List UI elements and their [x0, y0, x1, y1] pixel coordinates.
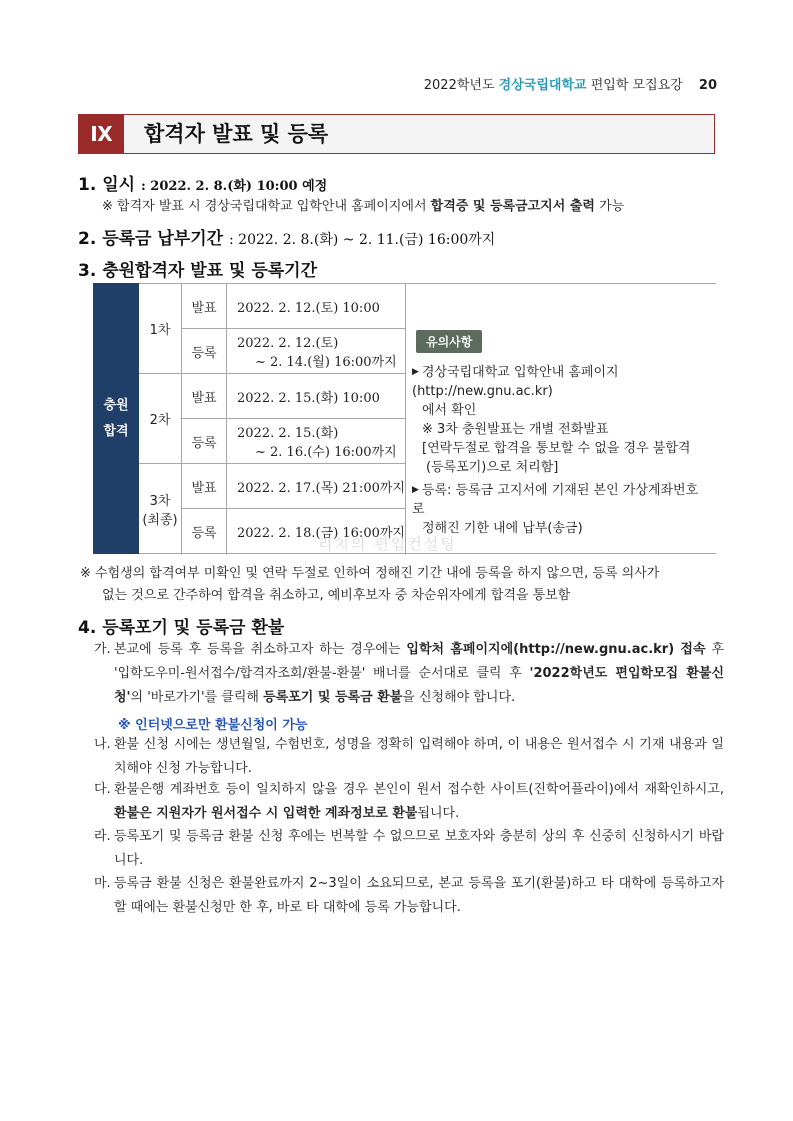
triangle-bullet-icon: ▶	[412, 485, 419, 495]
refund-item-c: 다. 환불은행 계좌번호 등이 일치하지 않을 경우 본인이 원서 접수한 사이트(진학어플라이)에서 재확인하시고, 환불은 지원자가 원서접수 시 입력한 계좌정보로 환불됩니다.	[94, 782, 724, 821]
item1-heading: 1. 일시 : 2022. 2. 8.(화) 10:00 예정	[78, 175, 328, 195]
header-university: 경상국립대학교	[498, 78, 587, 93]
warning-line-1: ※ 수험생의 합격여부 미확인 및 연락 두절로 인하여 정해진 기간 내에 등록을 하지 않으면, 등록 의사가	[80, 566, 660, 581]
info-item-1: ▶ 경상국립대학교 입학안내 홈페이지(http://new.gnu.ac.kr) 에서 확인 ※ 3차 충원발표는 개별 전화발표 [연락두절로 합격을 통보할 수 없을 경우 불합격 (등록포기)으로 처리함]	[412, 365, 691, 475]
kind-announce: 발표	[182, 284, 227, 329]
kind-register: 등록	[182, 329, 227, 374]
kind-register: 등록	[182, 509, 227, 554]
header-suffix: 편입학 모집요강	[590, 78, 683, 93]
section-title-bar	[78, 114, 715, 154]
kind-announce: 발표	[182, 464, 227, 509]
watermark: 리치의 편입컨설팅	[318, 535, 457, 553]
info-badge: 유의사항	[416, 330, 482, 353]
refund-item-b: 나. 환불 신청 시에는 생년월일, 수험번호, 성명을 정확히 입력해야 하며, 이 내용은 원서접수 시 기재 내용과 일치해야 신청 가능합니다.	[94, 737, 724, 776]
info-box	[406, 284, 717, 554]
round-1: 1차	[139, 284, 182, 374]
item3-heading: 3. 충원합격자 발표 및 등록기간	[78, 261, 318, 281]
r1-announce-date: 2022. 2. 12.(토) 10:00	[227, 284, 406, 329]
r3-register-date: 2022. 2. 18.(금) 16:00까지	[227, 509, 406, 554]
section-title: 합격자 발표 및 등록	[144, 122, 329, 146]
refund-item-a: 가. 본교에 등록 후 등록을 취소하고자 하는 경우에는 입학처 홈페이지에(http://new.gnu.ac.kr) 접속 후 '입학도우미-원서접수/합격자조회/환불-환불' 배너를 순서대로 클릭 후 '2022학년도 편입학모집 환불신청'의 '바로가기'를 클릭해 등록포기 및 등록금 환불을 신청해야 합니다. ※ 인터넷으로만 환불신청이 가능	[94, 638, 724, 738]
r1-register-date: 2022. 2. 12.(토) ~ 2. 14.(월) 16:00까지	[227, 329, 406, 374]
round-3: 3차 (최종)	[139, 464, 182, 554]
item1-note: ※ 합격자 발표 시 경상국립대학교 입학안내 홈페이지에서 합격증 및 등록금고지서 출력 가능	[102, 199, 625, 214]
r2-announce-date: 2022. 2. 15.(화) 10:00	[227, 374, 406, 419]
item2-heading: 2. 등록금 납부기간 : 2022. 2. 8.(화) ~ 2. 11.(금) 16:00까지	[78, 229, 496, 249]
item4-heading: 4. 등록포기 및 등록금 환불	[78, 618, 285, 638]
r3-announce-date: 2022. 2. 17.(목) 21:00까지	[227, 464, 406, 509]
header-year: 2022학년도	[423, 78, 495, 93]
triangle-bullet-icon: ▶	[412, 367, 419, 377]
page-header	[424, 74, 717, 93]
round-2: 2차	[139, 374, 182, 464]
refund-item-e: 마. 등록금 환불 신청은 환불완료까지 2~3일이 소요되므로, 본교 등록을 포기(환불)하고 타 대학에 등록하고자 할 때에는 환불신청만 한 후, 바로 타 대학에 등록 가능합니다.	[94, 876, 724, 915]
refund-online-note: ※ 인터넷으로만 환불신청이 가능	[118, 718, 308, 733]
info-item-2: ▶ 등록: 등록금 고지서에 기재된 본인 가상계좌번호로 정해진 기한 내에 납부(송금)	[412, 483, 699, 536]
r2-register-date: 2022. 2. 15.(화) ~ 2. 16.(수) 16:00까지	[227, 419, 406, 464]
kind-register: 등록	[182, 419, 227, 464]
schedule-table	[93, 283, 716, 554]
group-label: 충원 합격	[94, 284, 139, 554]
refund-item-d: 라. 등록포기 및 등록금 환불 신청 후에는 번복할 수 없으므로 보호자와 충분히 상의 후 신중히 신청하시기 바랍니다.	[94, 829, 724, 868]
page-number: 20	[698, 78, 717, 93]
kind-announce: 발표	[182, 374, 227, 419]
section-number: Ⅸ	[79, 115, 124, 153]
warning-line-2: 없는 것으로 간주하여 합격을 취소하고, 예비후보자 중 차순위자에게 합격을 통보함	[102, 588, 571, 603]
item1-value: : 2022. 2. 8.(화) 10:00 예정	[140, 179, 328, 194]
item2-value: : 2022. 2. 8.(화) ~ 2. 11.(금) 16:00까지	[229, 232, 496, 248]
